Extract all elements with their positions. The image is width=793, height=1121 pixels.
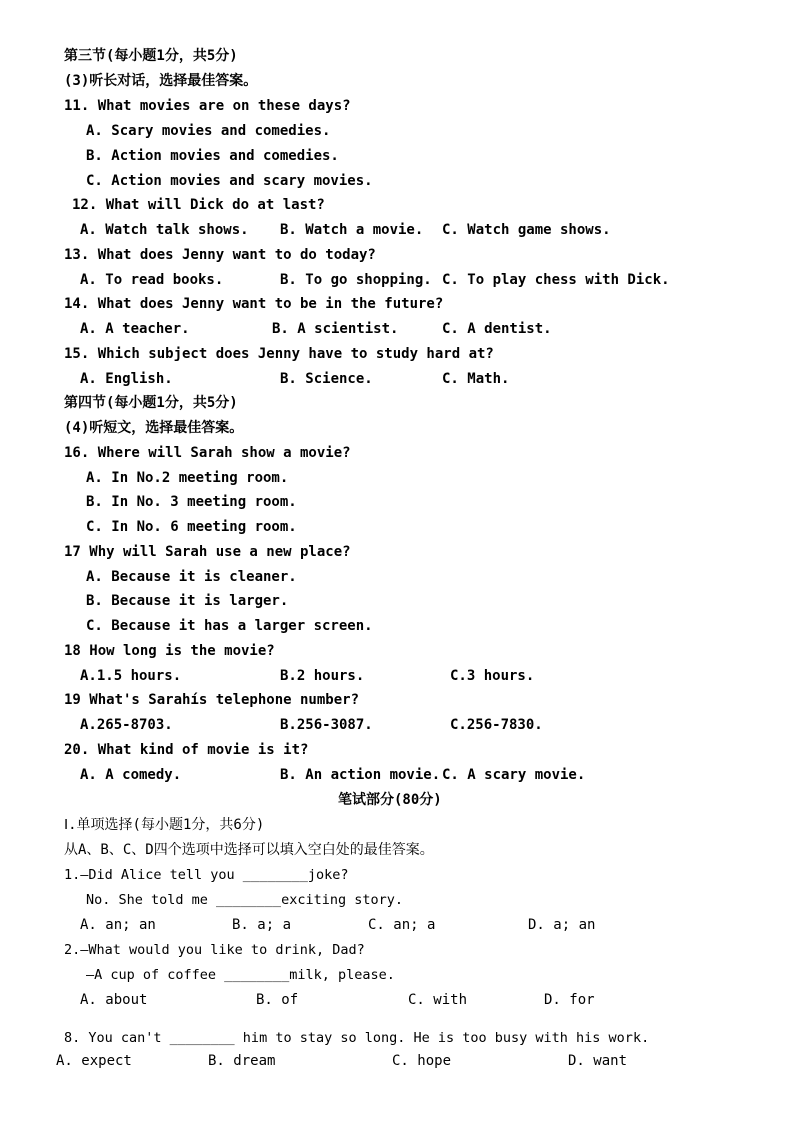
question-17: 17 Why will Sarah use a new place? [64, 544, 351, 560]
q2-option-d: D. for [544, 992, 595, 1008]
section-instruction-part3: (3)听长对话，选择最佳答案。 [64, 73, 258, 89]
q1-option-b: B. a; a [232, 917, 292, 933]
q13-option-b: B. To go shopping. [280, 272, 432, 288]
q15-option-c: C. Math. [442, 371, 510, 387]
q2-option-c: C. with [408, 992, 468, 1008]
q1-option-d: D. a; an [528, 917, 596, 933]
q8-option-a: A. expect [56, 1053, 132, 1069]
q18-option-a: A.1.5 hours. [80, 668, 182, 684]
q15-option-a: A. English. [80, 371, 173, 387]
q13-option-a: A. To read books. [80, 272, 224, 288]
q2-option-b: B. of [256, 992, 299, 1008]
q20-option-a: A. A comedy. [80, 767, 182, 783]
q15-option-b: B. Science. [280, 371, 373, 387]
q2-reply: —A cup of coffee ________milk, please. [86, 967, 395, 983]
q11-option-b: B. Action movies and comedies. [86, 148, 339, 164]
q14-option-a: A. A teacher. [80, 321, 190, 337]
question-8: 8. You can't ________ him to stay so long. He is too busy with his work. [64, 1030, 650, 1046]
q17-option-a: A. Because it is cleaner. [86, 569, 297, 585]
q1-reply: No. She told me ________exciting story. [86, 892, 403, 908]
q20-option-b: B. An action movie. [280, 767, 441, 783]
q14-option-c: C. A dentist. [442, 321, 552, 337]
q16-option-b: B. In No. 3 meeting room. [86, 494, 297, 510]
q2-option-a: A. about [80, 992, 148, 1008]
q1-option-a: A. an; an [80, 917, 156, 933]
q16-option-c: C. In No. 6 meeting room. [86, 519, 297, 535]
section-heading-part4: 第四节(每小题1分，共5分) [64, 395, 238, 411]
question-15: 15. Which subject does Jenny have to study hard at? [64, 346, 494, 362]
q8-option-c: C. hope [392, 1053, 452, 1069]
question-1: 1.—Did Alice tell you ________joke? [64, 867, 349, 883]
q19-option-c: C.256-7830. [450, 717, 543, 733]
question-13: 13. What does Jenny want to do today? [64, 247, 376, 263]
q8-option-b: B. dream [208, 1053, 276, 1069]
section-heading-part3: 第三节(每小题1分，共5分) [64, 48, 238, 64]
q19-option-a: A.265-8703. [80, 717, 173, 733]
q11-option-c: C. Action movies and scary movies. [86, 173, 373, 189]
question-2: 2.—What would you like to drink, Dad? [64, 942, 365, 958]
question-19: 19 What's Sarahís telephone number? [64, 692, 360, 708]
q17-option-c: C. Because it has a larger screen. [86, 618, 373, 634]
q18-option-c: C.3 hours. [450, 668, 535, 684]
q1-option-c: C. an; a [368, 917, 436, 933]
section1-heading: Ⅰ.单项选择(每小题1分，共6分) [64, 817, 265, 833]
question-11: 11. What movies are on these days? [64, 98, 351, 114]
written-part-title: 笔试部分(80分) [338, 792, 442, 808]
q14-option-b: B. A scientist. [272, 321, 399, 337]
question-12: 12. What will Dick do at last? [72, 197, 325, 213]
section1-instruction: 从A、B、C、D四个选项中选择可以填入空白处的最佳答案。 [64, 842, 434, 858]
q11-option-a: A. Scary movies and comedies. [86, 123, 331, 139]
q20-option-c: C. A scary movie. [442, 767, 586, 783]
q18-option-b: B.2 hours. [280, 668, 365, 684]
question-18: 18 How long is the movie? [64, 643, 275, 659]
q13-option-c: C. To play chess with Dick. [442, 272, 670, 288]
q12-option-c: C. Watch game shows. [442, 222, 611, 238]
q12-option-b: B. Watch a movie. [280, 222, 424, 238]
q12-option-a: A. Watch talk shows. [80, 222, 249, 238]
q16-option-a: A. In No.2 meeting room. [86, 470, 289, 486]
question-20: 20. What kind of movie is it? [64, 742, 309, 758]
section-instruction-part4: (4)听短文，选择最佳答案。 [64, 420, 244, 436]
q17-option-b: B. Because it is larger. [86, 593, 289, 609]
question-16: 16. Where will Sarah show a movie? [64, 445, 351, 461]
q8-option-d: D. want [568, 1053, 628, 1069]
q19-option-b: B.256-3087. [280, 717, 373, 733]
question-14: 14. What does Jenny want to be in the future? [64, 296, 444, 312]
